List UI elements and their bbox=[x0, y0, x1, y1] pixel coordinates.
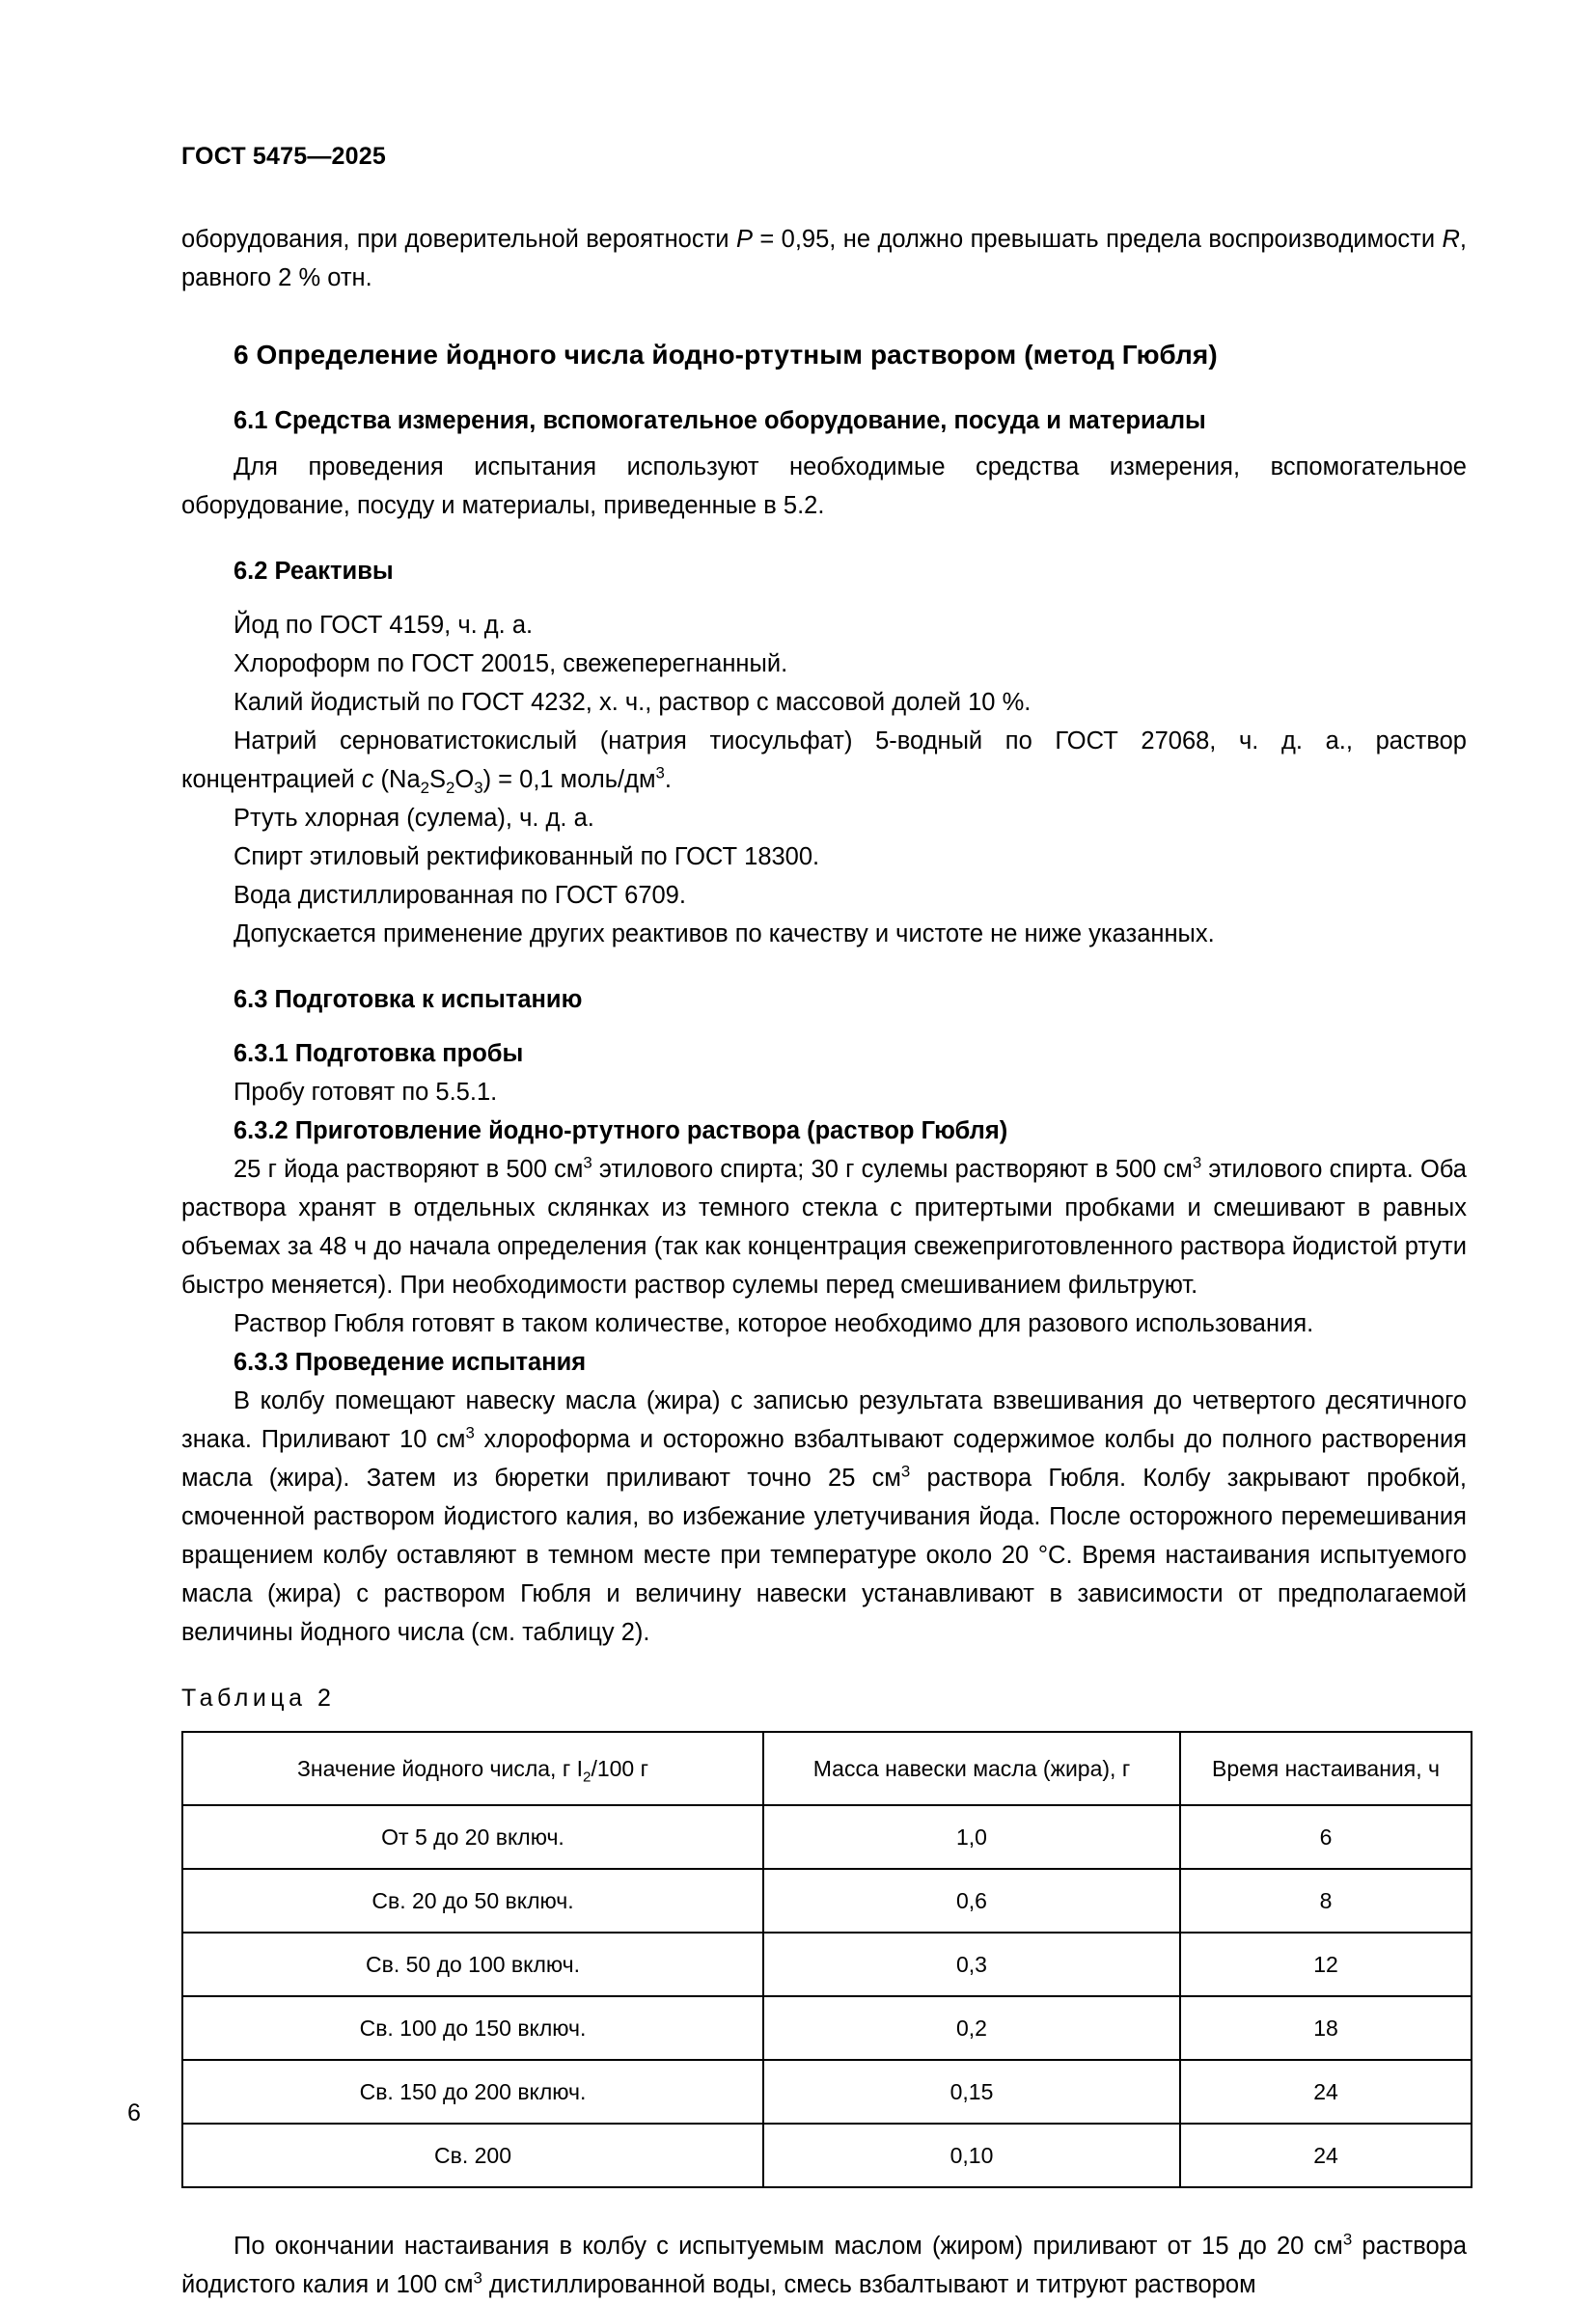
intro-italic-P: P bbox=[735, 226, 753, 253]
section-6-3-2-title: 6.3.2 Приготовление йодно-ртутного раствора (раствор Гюбля) bbox=[234, 1117, 1008, 1144]
thio-part6: . bbox=[664, 766, 672, 793]
table-body bbox=[182, 1805, 1472, 2187]
s632-sup-b: 3 bbox=[1192, 1153, 1202, 1172]
reagent-item: Калий йодистый по ГОСТ 4232, х. ч., раствор с массовой долей 10 %. bbox=[234, 689, 1032, 716]
reagent-note: Допускается применение других реактивов по качеству и чистоте не ниже указанных. bbox=[234, 920, 1215, 947]
thio-sup-3: 3 bbox=[655, 763, 665, 782]
section-6-3-1-title: 6.3.1 Подготовка пробы bbox=[234, 1040, 524, 1067]
spacer bbox=[181, 440, 1467, 448]
reagent-item: Вода дистиллированная по ГОСТ 6709. bbox=[234, 882, 686, 909]
cell-range: Св. 100 до 150 включ. bbox=[182, 1996, 763, 2060]
table-row bbox=[182, 2124, 1472, 2187]
column-header-iodine-value bbox=[182, 1732, 763, 1805]
table-row bbox=[182, 1996, 1472, 2060]
cell-time: 8 bbox=[1180, 1869, 1472, 1933]
tail-part1: По окончании настаивания в колбу с испытуемым маслом (жиром) приливают от 15 до 20 см bbox=[234, 2233, 1343, 2260]
column-header-time: Время настаивания, ч bbox=[1180, 1732, 1472, 1805]
cell-range: Св. 20 до 50 включ. bbox=[182, 1869, 763, 1933]
s633-part1: В колбу помещают навеску масла (жира) с записью результата взвешивания до четвертого десятичного знака. Приливают 10 см bbox=[181, 1387, 1467, 1453]
intro-paragraph bbox=[181, 220, 1467, 297]
s633-part2: хлороформа и осторожно взбалтывают содержимое колбы до полного растворения масла (жира). Затем из бюретки приливают точно 25 см bbox=[181, 1426, 1468, 1492]
col1-text-part1: Значение йодного числа, г I bbox=[297, 1755, 583, 1781]
cell-time: 24 bbox=[1180, 2060, 1472, 2124]
cell-range: Св. 50 до 100 включ. bbox=[182, 1933, 763, 1996]
tail-sup-a: 3 bbox=[1342, 2230, 1353, 2249]
s632-part2: этилового спирта; 30 г сулемы растворяют в 500 см bbox=[592, 1156, 1193, 1183]
thio-italic-c: c bbox=[361, 766, 374, 793]
cell-mass: 0,3 bbox=[763, 1933, 1180, 1996]
s633-part3: раствора Гюбля. Колбу закрывают пробкой, смоченной раствором йодистого калия, во избежание улетучивания йода. После осторожного перемешивания вращением колбу оставляют в темном месте при температуре около 20 °С. Время настаивания испытуемого масла (жира) с раствором Гюбля и величину навески устанавливают в зависимости от предполагаемой величины йодного числа (см. таблицу 2). bbox=[181, 1465, 1467, 1646]
intro-italic-R: R bbox=[1442, 226, 1460, 253]
page-number: 6 bbox=[127, 2099, 141, 2126]
section-6-3-title: 6.3 Подготовка к испытанию bbox=[234, 986, 583, 1013]
cell-time: 18 bbox=[1180, 1996, 1472, 2060]
tail-part3: дистиллированной воды, смесь взбалтывают и титруют раствором bbox=[482, 2271, 1256, 2298]
section-6-3-2-body bbox=[181, 1150, 1467, 1304]
spacer bbox=[181, 297, 1467, 336]
thio-sub-a: 2 bbox=[420, 779, 429, 798]
thio-part1: Натрий серноватистокислый (натрия тиосульфат) 5-водный по ГОСТ 27068, ч. д. а., раствор концентрацией bbox=[181, 727, 1467, 793]
section-6-3-2-body2: Раствор Гюбля готовят в таком количестве, которое необходимо для разового использования. bbox=[234, 1310, 1314, 1337]
thio-sub-b: 2 bbox=[446, 779, 455, 798]
section-6-3-3-title: 6.3.3 Проведение испытания bbox=[234, 1349, 587, 1376]
intro-text-part1: оборудования, при доверительной вероятности bbox=[181, 226, 736, 253]
col1-text-part2: /100 г bbox=[591, 1755, 648, 1781]
thio-sub-c: 3 bbox=[474, 779, 483, 798]
spacer bbox=[181, 953, 1467, 980]
spacer bbox=[181, 2188, 1467, 2227]
thio-part2: (Na bbox=[373, 766, 421, 793]
cell-range: Св. 150 до 200 включ. bbox=[182, 2060, 763, 2124]
cell-time: 24 bbox=[1180, 2124, 1472, 2187]
cell-mass: 0,10 bbox=[763, 2124, 1180, 2187]
cell-mass: 0,15 bbox=[763, 2060, 1180, 2124]
table-row bbox=[182, 1869, 1472, 1933]
intro-text-part2: = 0,95, не должно превышать предела воспроизводимости bbox=[752, 226, 1443, 253]
cell-range: Св. 200 bbox=[182, 2124, 763, 2187]
thio-part5: ) = 0,1 моль/дм bbox=[482, 766, 656, 793]
column-header-mass: Масса навески масла (жира), г bbox=[763, 1732, 1180, 1805]
reagent-item: Хлороформ по ГОСТ 20015, свежеперегнанный. bbox=[234, 650, 788, 677]
spacer bbox=[181, 1019, 1467, 1034]
table-row bbox=[182, 1933, 1472, 1996]
spacer bbox=[181, 525, 1467, 552]
section-6-title: 6 Определение йодного числа йодно-ртутным раствором (метод Гюбля) bbox=[234, 340, 1218, 370]
tail-paragraph bbox=[181, 2227, 1467, 2304]
reagent-thiosulfate bbox=[181, 722, 1467, 799]
tail-sup-b: 3 bbox=[473, 2268, 482, 2288]
section-6-2-title: 6.2 Реактивы bbox=[234, 558, 394, 585]
thio-part4: O bbox=[454, 766, 475, 793]
section-6-1-body: Для проведения испытания используют необходимые средства измерения, вспомогательное оборудование, посуду и материалы, приведенные в 5.2. bbox=[181, 453, 1467, 519]
tail-part2: раствора йодистого калия и 100 см bbox=[181, 2233, 1468, 2298]
table-row bbox=[182, 2060, 1472, 2124]
spacer bbox=[181, 1652, 1467, 1679]
reagent-item: Ртуть хлорная (сулема), ч. д. а. bbox=[234, 805, 594, 832]
table-caption: Таблица 2 bbox=[181, 1685, 336, 1712]
s632-sup-a: 3 bbox=[583, 1153, 592, 1172]
cell-range: От 5 до 20 включ. bbox=[182, 1805, 763, 1869]
document-header: ГОСТ 5475—2025 bbox=[181, 143, 386, 170]
s632-part3: этилового спирта. Оба раствора хранят в отдельных склянках из темного стекла с притертыми пробками и смешивают в равных объемах за 48 ч до начала определения (так как концентрация свежеприготовленного раствора йодистой ртути быстро меняется). При необходимости раствор сулемы перед смешиванием фильтруют. bbox=[181, 1156, 1467, 1299]
spacer bbox=[181, 590, 1467, 606]
cell-time: 6 bbox=[1180, 1805, 1472, 1869]
thio-part3: S bbox=[429, 766, 447, 793]
cell-mass: 0,6 bbox=[763, 1869, 1180, 1933]
s632-part1: 25 г йода растворяют в 500 см bbox=[234, 1156, 584, 1183]
table-head bbox=[182, 1732, 1472, 1805]
cell-mass: 1,0 bbox=[763, 1805, 1180, 1869]
cell-time: 12 bbox=[1180, 1933, 1472, 1996]
s633-sup-b: 3 bbox=[900, 1462, 911, 1481]
table-header-row bbox=[182, 1732, 1472, 1805]
document-body bbox=[181, 220, 1467, 2304]
table-row bbox=[182, 1805, 1472, 1869]
section-6-1-title: 6.1 Средства измерения, вспомогательное оборудование, посуда и материалы bbox=[234, 407, 1206, 434]
spacer bbox=[181, 374, 1467, 401]
reagent-item: Йод по ГОСТ 4159, ч. д. а. bbox=[234, 612, 534, 639]
section-6-3-3-body bbox=[181, 1382, 1467, 1652]
table-2 bbox=[181, 1731, 1472, 2188]
cell-mass: 0,2 bbox=[763, 1996, 1180, 2060]
col1-sub-2: 2 bbox=[583, 1769, 592, 1786]
reagent-item: Спирт этиловый ректификованный по ГОСТ 18300. bbox=[234, 843, 820, 870]
intro-text-part3: , равного 2 % отн. bbox=[181, 226, 1467, 291]
s633-sup-a: 3 bbox=[465, 1423, 475, 1442]
section-6-3-1-body: Пробу готовят по 5.5.1. bbox=[234, 1079, 498, 1106]
